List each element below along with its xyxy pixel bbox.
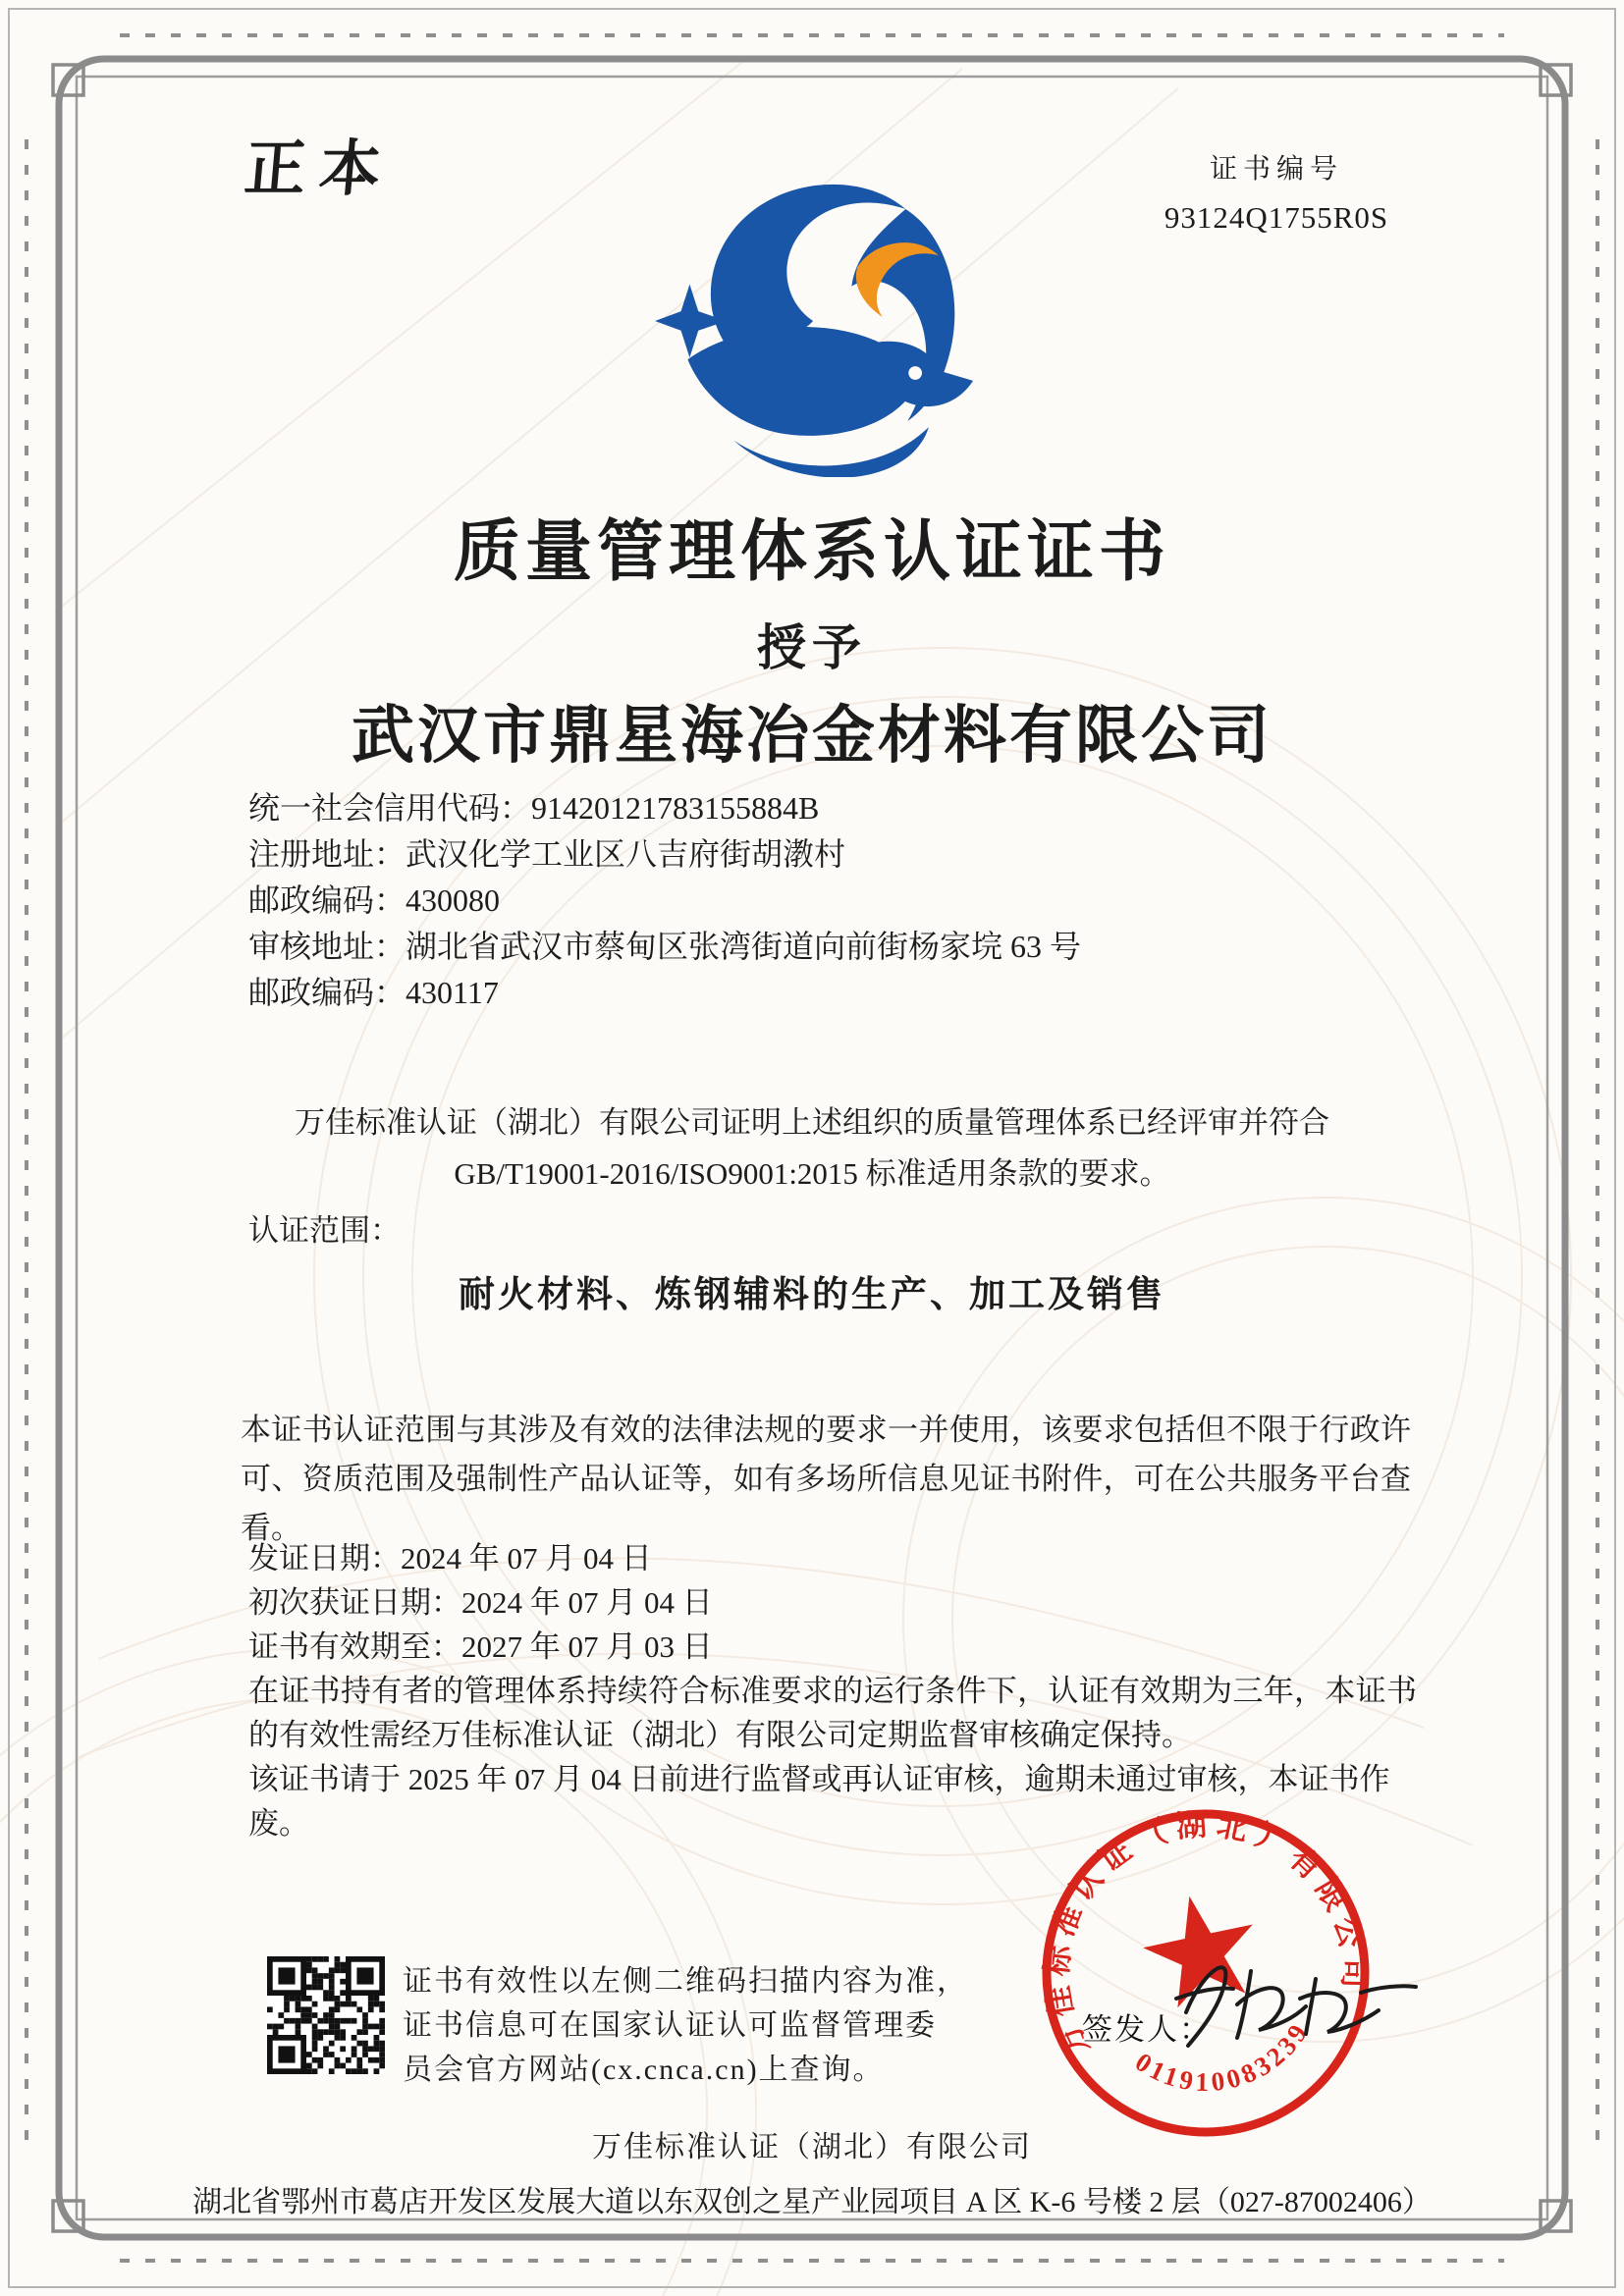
statement-line-2: GB/T19001-2016/ISO9001:2015 标准适用条款的要求。 xyxy=(454,1156,1170,1191)
certification-scope: 耐火材料、炼钢辅料的生产、加工及销售 xyxy=(459,1275,1165,1315)
registration-info-block xyxy=(248,785,1427,1016)
credit-code-line: 统一社会信用代码：91420121783155884B xyxy=(248,790,820,826)
first-cert-date-line: 初次获证日期：2024 年 07 月 04 日 xyxy=(248,1585,713,1620)
qr-note-line-1: 证书有效性以左侧二维码扫描内容为准， xyxy=(403,1965,968,1998)
validity-note-1: 在证书持有者的管理体系持续符合标准要求的运行条件下，认证有效期为三年，本证书的有效性需经万佳标准认证（湖北）有限公司定期监督审核确定保持。 xyxy=(248,1674,1417,1752)
registered-address-line: 注册地址：武汉化学工业区八吉府街胡漖村 xyxy=(248,836,846,872)
conformity-statement xyxy=(118,1097,1506,1200)
certificate-title: 质量管理体系认证证书 xyxy=(453,514,1170,589)
seal-company-text: 万佳标准认证（湖北）有限公司 xyxy=(1039,1806,1372,2062)
scope-label: 认证范围： xyxy=(248,1213,401,1248)
signer-signature xyxy=(1168,1936,1424,2063)
certificate-number-value: 93124Q1755R0S xyxy=(1164,200,1389,235)
signer-label: 签发人： xyxy=(1082,2012,1212,2047)
issue-date-line: 发证日期：2024 年 07 月 04 日 xyxy=(248,1541,652,1575)
certificate-number-label: 证书编号 xyxy=(1209,154,1343,185)
qr-note-line-2: 证书信息可在国家认证认可监督管理委 xyxy=(403,2009,937,2042)
qr-note-line-3: 员会官方网站(cx.cnca.cn)上查询。 xyxy=(403,2054,885,2086)
legal-note: 本证书认证范围与其涉及有效的法律法规的要求一并使用，该要求包括但不限于行政许可、资质范围及强制性产品认证等，如有多场所信息见证书附件，可在公共服务平台查看。 xyxy=(241,1413,1411,1545)
footer-company: 万佳标准认证（湖北）有限公司 xyxy=(592,2131,1032,2163)
qr-note xyxy=(403,1959,1031,2092)
awarded-to-label: 授予 xyxy=(757,620,867,675)
footer-address: 湖北省鄂州市葛店开发区发展大道以东双创之星产业园项目 A 区 K-6 号楼 2 层（027-87002406） xyxy=(192,2186,1432,2218)
seal-number-text: 011910083239 xyxy=(1129,2016,1316,2098)
postal-code-line: 邮政编码：430117 xyxy=(248,975,499,1010)
certificate-number-box xyxy=(1110,147,1443,236)
certification-body-logo-icon xyxy=(652,159,982,477)
original-copy-label: 正本 xyxy=(242,136,398,203)
postal-code-line: 邮政编码：430080 xyxy=(248,882,501,918)
statement-line-1: 万佳标准认证（湖北）有限公司证明上述组织的质量管理体系已经评审并符合 xyxy=(295,1105,1329,1140)
validity-note-2: 该证书请于 2025 年 07 月 04 日前进行监督或再认证审核，逾期未通过审核，本证书作废。 xyxy=(248,1762,1390,1841)
valid-until-line: 证书有效期至：2027 年 07 月 03 日 xyxy=(248,1629,713,1664)
audit-address-line: 审核地址：湖北省武汉市蔡甸区张湾街道向前街杨家垸 63 号 xyxy=(248,929,1082,964)
qr-code xyxy=(267,1956,385,2074)
company-name: 武汉市鼎星海冶金材料有限公司 xyxy=(352,701,1272,771)
